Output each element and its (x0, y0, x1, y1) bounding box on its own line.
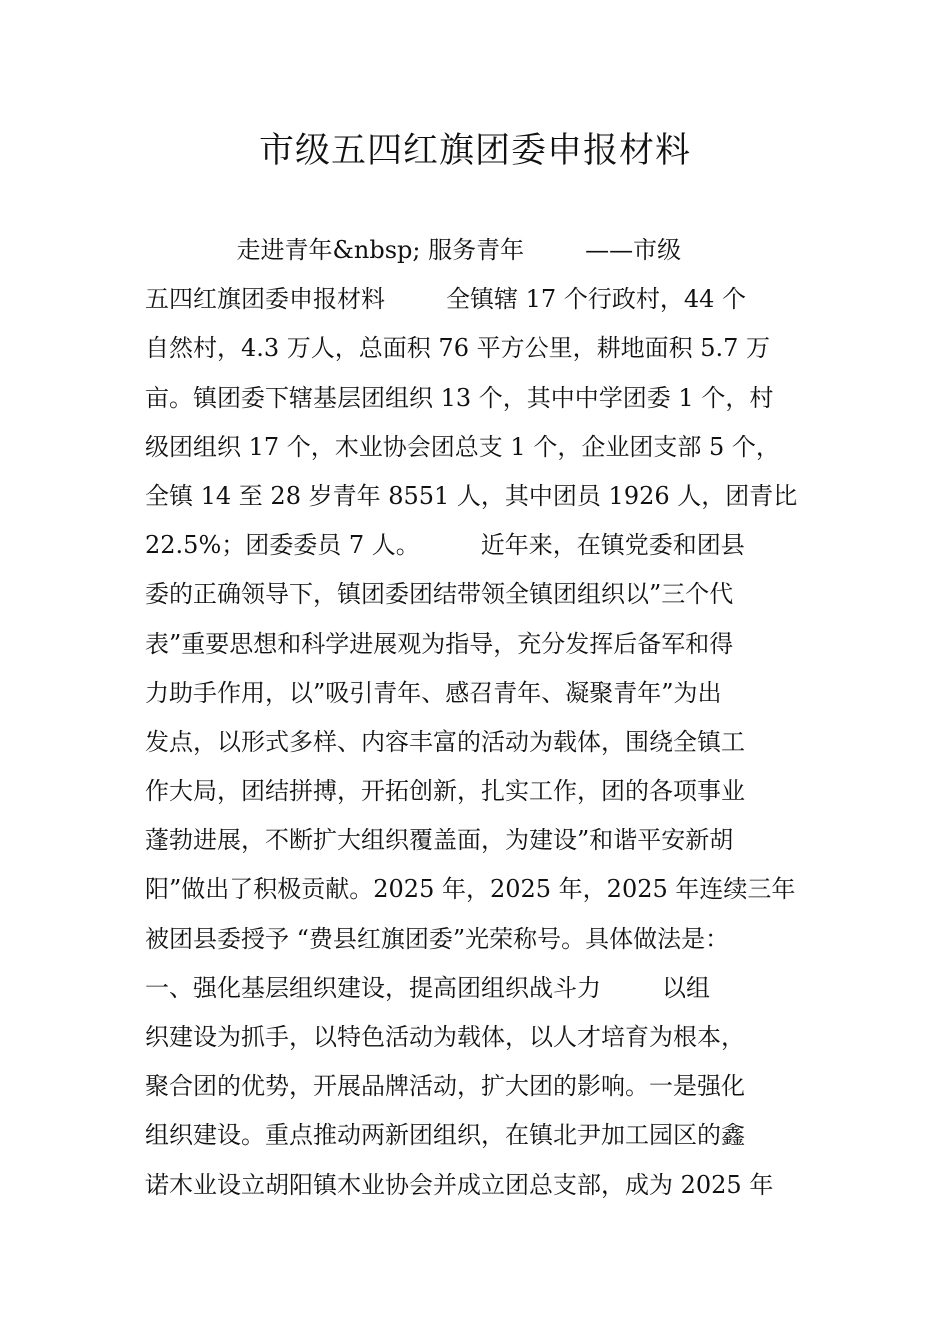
body-line: 级团组织 17 个，木业协会团总支 1 个，企业团支部 5 个， (145, 432, 780, 461)
body-line: 诺木业设立胡阳镇木业协会并成立团总支部，成为 2025 年 (145, 1170, 774, 1199)
body-line: 聚合团的优势，开展品牌活动，扩大团的影响。一是强化 (145, 1072, 745, 1101)
body-line: 自然村，4.3 万人，总面积 76 平方公里，耕地面积 5.7 万 (145, 334, 771, 363)
body-line: 一、强化基层组织建设，提高团组织战斗力 以组 (145, 973, 711, 1002)
body-line: 22.5%；团委委员 7 人。 近年来，在镇党委和团县 (145, 531, 745, 560)
body-line: 发点，以形式多样、内容丰富的活动为载体，围绕全镇工 (145, 727, 745, 756)
body-line: 被团县委授予 “费县红旗团委”光荣称号。具体做法是： (145, 924, 730, 953)
body-line: 阳”做出了积极贡献。2025 年，2025 年，2025 年连续三年 (145, 875, 796, 904)
body-line: 全镇 14 至 28 岁青年 8551 人，其中团员 1926 人，团青比 (145, 481, 798, 510)
body-line: 五四红旗团委申报材料 全镇辖 17 个行政村，44 个 (145, 285, 746, 314)
body-line: 组织建设。重点推动两新团组织，在镇北尹加工园区的鑫 (145, 1121, 745, 1150)
body-line: 委的正确领导下，镇团委团结带领全镇团组织以”三个代 (145, 580, 734, 609)
body-line: 蓬勃进展，不断扩大组织覆盖面，为建设”和谐平安新胡 (145, 826, 734, 855)
body-line: 亩。镇团委下辖基层团组织 13 个，其中中学团委 1 个，村 (145, 383, 774, 412)
document-body (145, 226, 810, 1210)
body-line: 作大局，团结拼搏，开拓创新，扎实工作，团的各项事业 (145, 777, 745, 806)
body-line: 织建设为抓手，以特色活动为载体，以人才培育为根本， (145, 1023, 745, 1051)
document-title: 市级五四红旗团委申报材料 (258, 131, 691, 171)
body-line: 表”重要思想和科学进展观为指导，充分发挥后备军和得 (145, 629, 734, 658)
body-line: 力助手作用，以”吸引青年、感召青年、凝聚青年”为出 (145, 678, 722, 707)
body-line: 走进青年&nbsp; 服务青年 ——市级 (145, 236, 682, 264)
